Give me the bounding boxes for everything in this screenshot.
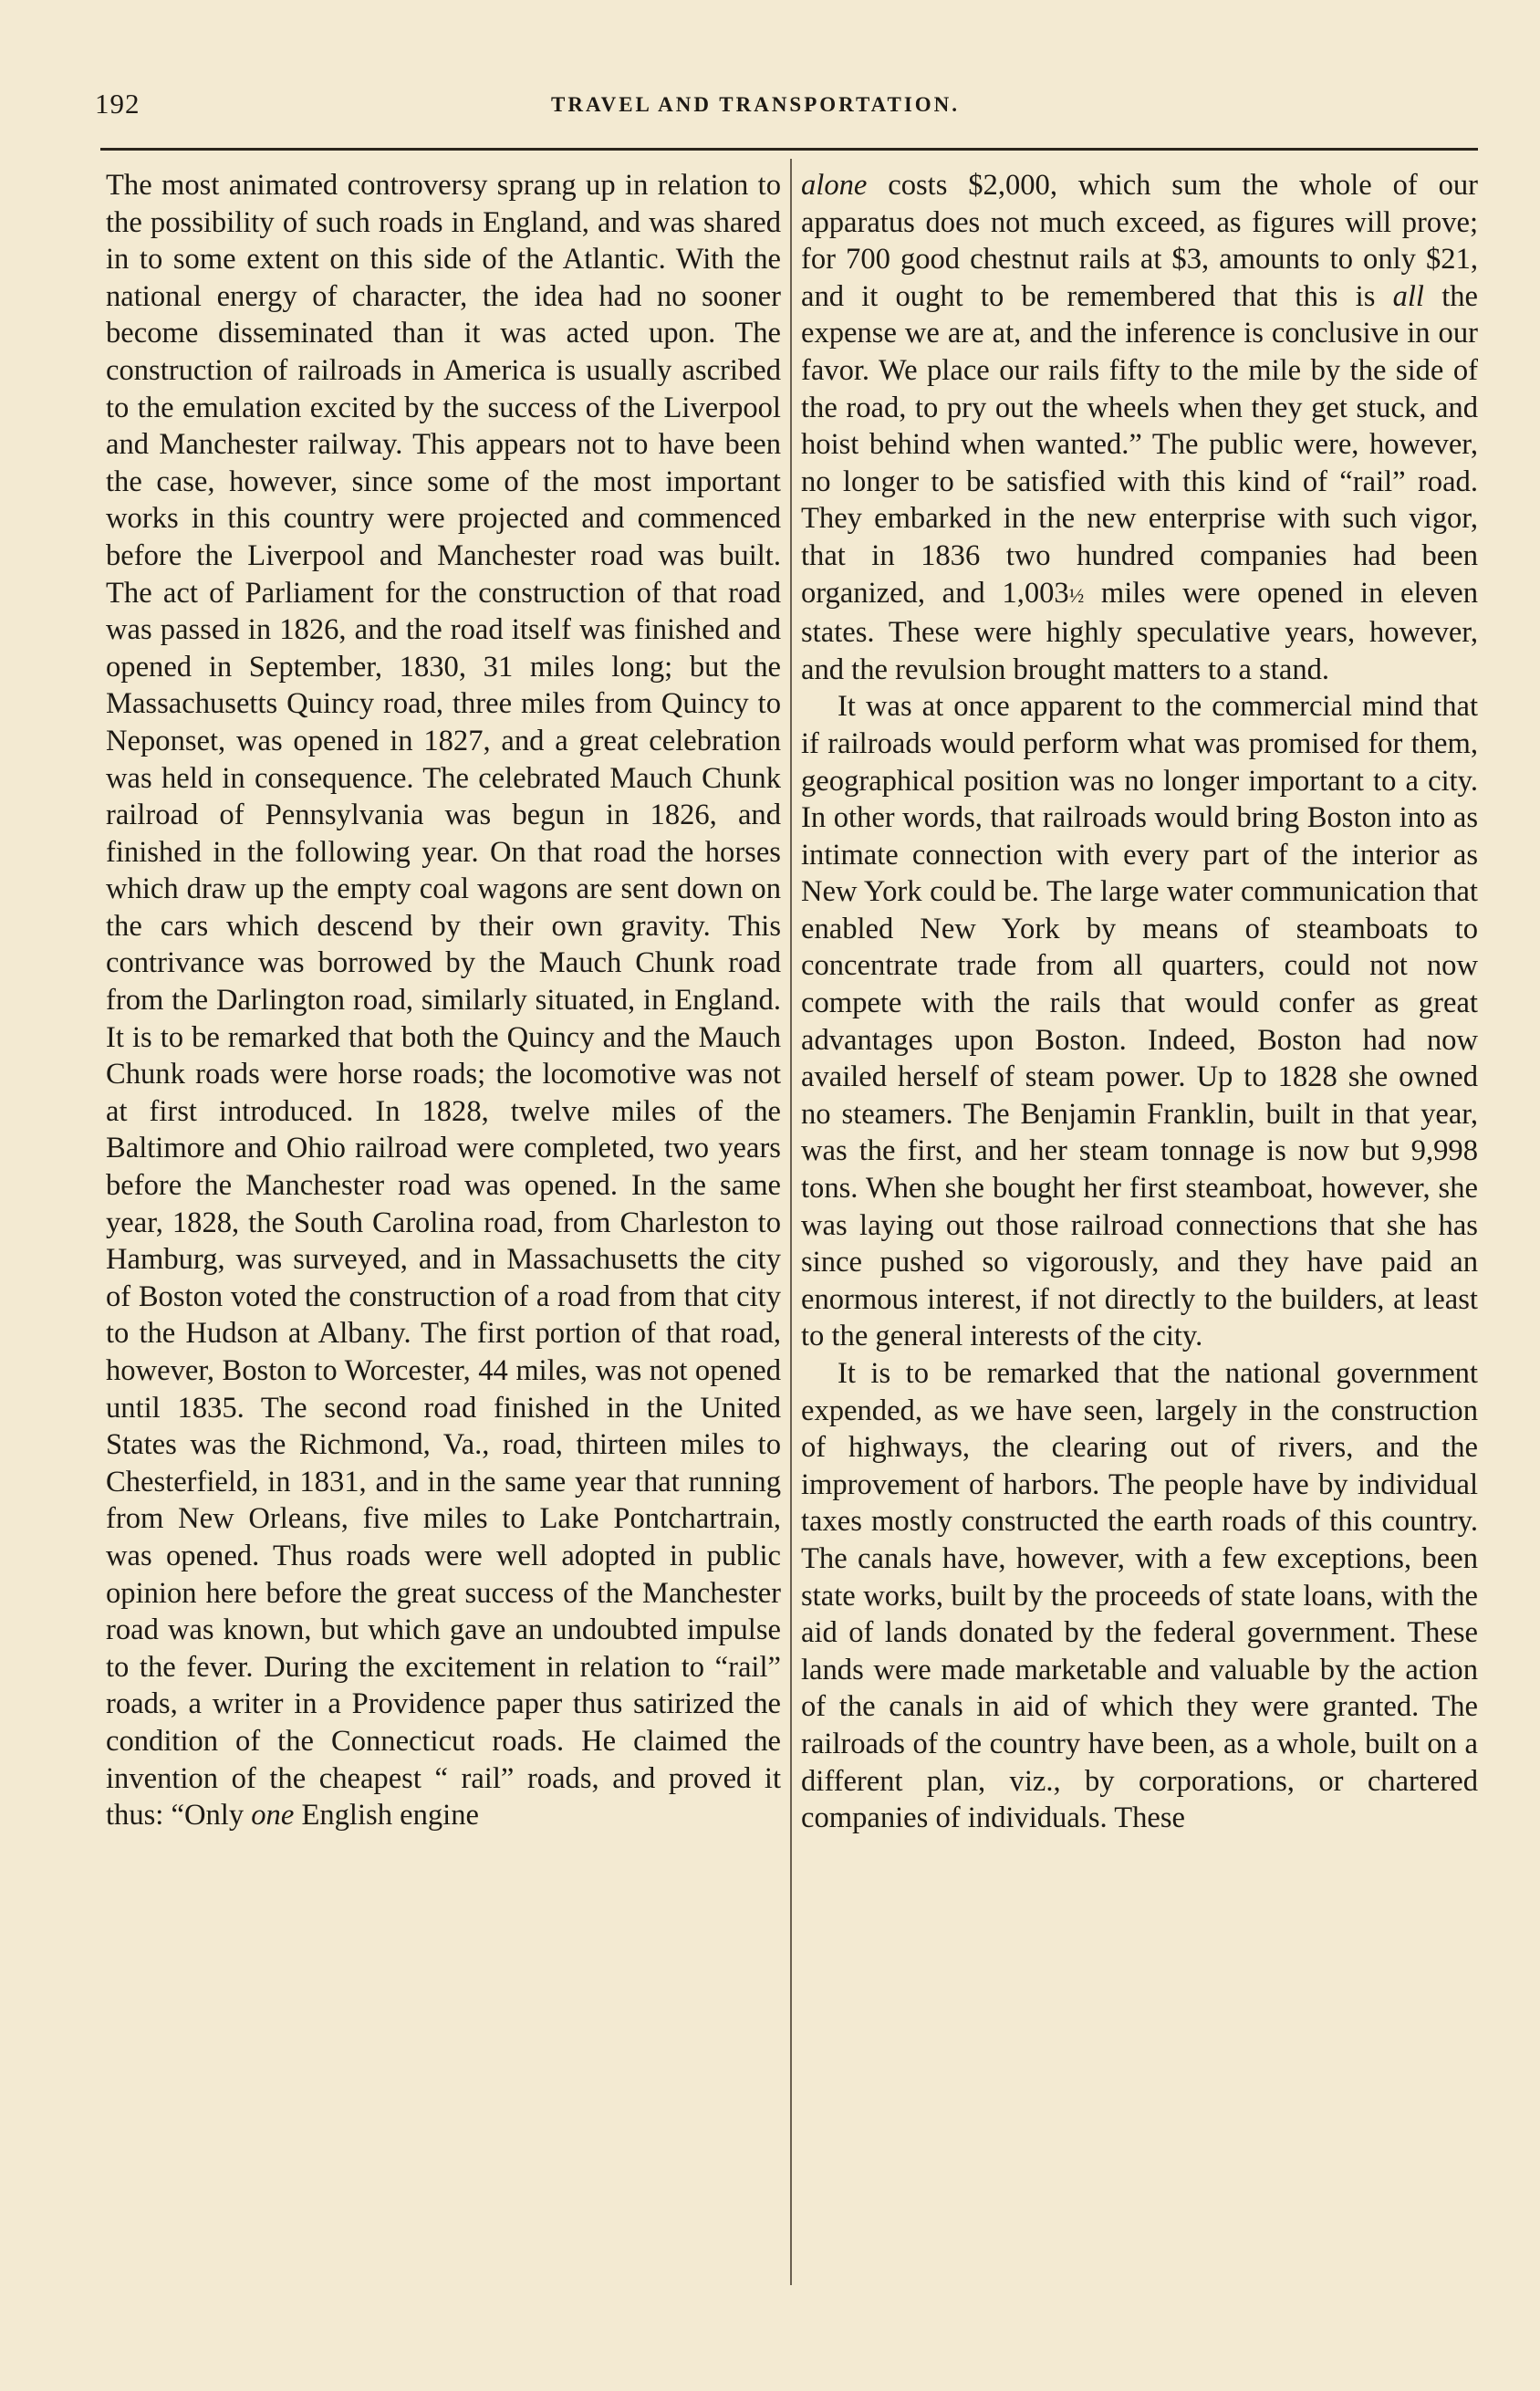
fraction: ½ [1068, 583, 1085, 607]
italic-text: one [251, 1799, 295, 1832]
text-run: English engine [294, 1799, 479, 1832]
text-run: The most animated controversy sprang up in relation to the possibility of such roads in England, and was shared in to some extent on this side of the Atlantic. With the national energy of character, the idea had no sooner become disseminated than it was acted upon. The construction of railroads in America is usually ascribed to the emulation excited by the success of the Liverpool and Manchester railway. This appears not to have been the case, however, since some of the most important works in this country were projected and commenced before the Liverpool and Manchester road was built. The act of Parliament for the construction of that road was passed in 1826, and the road itself was finished and opened in September, 1830, 31 miles long; but the Massachusetts Quincy road, three miles from Quincy to Neponset, was opened in 1827, and a great celebration was held in consequence. The celebrated Mauch Chunk railroad of Pennsylvania was begun in 1826, and finished in the following year. On that road the horses which draw up the empty coal wagons are sent down on the cars which descend by their own gravity. This contrivance was borrowed by the Mauch Chunk road from the Darlington road, similarly situated, in England. It is to be remarked that both the Quincy and the Mauch Chunk roads were horse roads; the locomotive was not at first introduced. In 1828, twelve miles of the Baltimore and Ohio railroad were completed, two years before the Manchester road was opened. In the same year, 1828, the South Carolina road, from Charleston to Hamburg, was surveyed, and in Massachusetts the city of Boston voted the construction of a road from that city to the Hudson at Albany. The first portion of that road, however, Boston to Worcester, 44 miles, was not opened until 1835. The second road finished in the United States was the Richmond, Va., road, thirteen miles to Chesterfield, in 1831, and in the same year that running from New Orleans, five miles to Lake Pontchartrain, was opened. Thus roads were well adopted in public opinion here before the great success of the Manchester road was known, but which gave an undoubted impulse to the fever. During the excitement in relation to “rail” roads, a writer in a Providence paper thus satirized the condition of the Connecticut roads. He claimed the invention of the cheapest “ rail” roads, and proved it thus: “Only [106, 169, 781, 1832]
paragraph [106, 167, 781, 1834]
italic-text: alone [801, 169, 868, 202]
paragraph: It was at once apparent to the commercial mind that if railroads would perform what was promised for them, geographical position was no longer important to a city. In other words, that railroads would bring Boston into as intimate connection with every part of the interior as New York could be. The large water communication that enabled New York by means of steamboats to concentrate trade from all quarters, could not now compete with the rails that would confer as great advantages upon Boston. Indeed, Boston had now availed herself of steam power. Up to 1828 she owned no steamers. The Benjamin Franklin, built in that year, was the first, and her steam tonnage is now but 9,998 tons. When she bought her first steamboat, however, she was laying out those railroad connections that she has since pushed so vigorously, and they have paid an enormous interest, if not directly to the builders, at least to the general interests of the city. [801, 690, 1478, 1353]
text-run: costs $2,000, which sum the whole of our apparatus does not much exceed, as figures will prove; for 700 good chestnut rails at $3, amounts to only $21, and it ought to be remembered that this is [801, 169, 1478, 313]
header-rule [100, 148, 1478, 151]
paragraph: It is to be remarked that the national government expended, as we have seen, largely in the construction of highways, the clearing out of rivers, and the improvement of harbors. The people have by individual taxes mostly constructed the earth roads of this country. The canals have, however, with a few exceptions, been state works, built by the proceeds of state loans, with the aid of lands donated by the federal government. These lands were made marketable and valuable by the action of the canals in aid of which they were granted. The railroads of the country have been, as a whole, built on a different plan, viz., by corporations, or chartered companies of individuals. These [801, 1357, 1478, 1835]
column-divider [790, 159, 792, 2285]
page-header [95, 88, 1474, 133]
italic-text: all [1392, 279, 1424, 313]
left-column [106, 167, 781, 2284]
page-number: 192 [95, 88, 140, 120]
paragraph [801, 167, 1478, 688]
text-run: the expense we are at, and the inference is conclusive in our favor. We place our rails fifty to the mile by the side of the road, to pry out the wheels when they get stuck, and hoist behind when wanted.” The public were, however, no longer to be satisfied with this kind of “rail” road. They embarked in the new enterprise with such vigor, that in 1836 two hundred companies had been organized, and 1,003 [801, 279, 1478, 610]
text-run: miles were opened in eleven states. These were highly speculative years, however, and the revulsion brought matters to a stand. [801, 576, 1478, 686]
running-head: TRAVEL AND TRANSPORTATION. [551, 93, 961, 116]
right-column [801, 167, 1478, 2284]
